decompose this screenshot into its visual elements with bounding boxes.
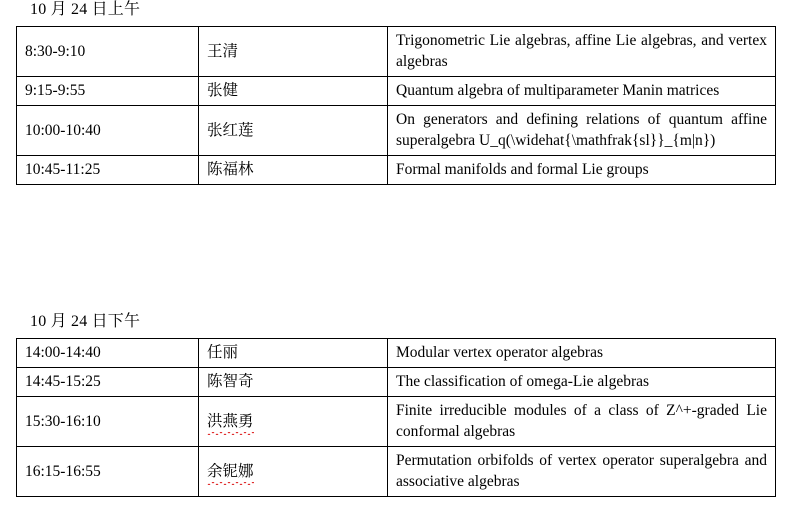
cell-speaker: 王清 — [199, 27, 388, 77]
cell-talk-title — [388, 447, 776, 497]
talk-title-text: Modular vertex operator algebras — [396, 344, 604, 361]
cell-talk-title — [388, 27, 776, 77]
table-row — [17, 339, 776, 368]
cell-speaker: 陈福林 — [199, 156, 388, 185]
speaker-name-flagged: 余铌娜 — [207, 462, 254, 480]
cell-time: 10:00-10:40 — [17, 106, 199, 156]
table-row — [17, 27, 776, 77]
cell-time: 16:15-16:55 — [17, 447, 199, 497]
speaker-name-flagged: 洪燕勇 — [207, 412, 254, 430]
talk-title-text: The classification of omega-Lie algebras — [396, 373, 650, 390]
session-title-afternoon: 10 月 24 日下午 — [30, 313, 141, 330]
cell-time: 8:30-9:10 — [17, 27, 199, 77]
schedule-table-afternoon — [16, 338, 776, 497]
table-row — [17, 77, 776, 106]
cell-time: 14:00-14:40 — [17, 339, 199, 368]
cell-speaker — [199, 397, 388, 447]
table-row — [17, 368, 776, 397]
cell-talk-title — [388, 368, 776, 397]
cell-speaker: 陈智奇 — [199, 368, 388, 397]
table-row — [17, 397, 776, 447]
cell-time: 9:15-9:55 — [17, 77, 199, 106]
cell-speaker: 任丽 — [199, 339, 388, 368]
table-row — [17, 156, 776, 185]
schedule-table-morning — [16, 26, 776, 185]
cell-talk-title — [388, 106, 776, 156]
talk-title-text: Trigonometric Lie algebras, affine Lie algebras, and vertex algebras — [396, 32, 767, 70]
table-row — [17, 447, 776, 497]
cell-talk-title — [388, 397, 776, 447]
cell-speaker — [199, 447, 388, 497]
cell-speaker: 张健 — [199, 77, 388, 106]
cell-time: 15:30-16:10 — [17, 397, 199, 447]
talk-title-text: Finite irreducible modules of a class of Z^+-graded Lie conformal algebras — [396, 402, 767, 440]
session-title-morning: 10 月 24 日上午 — [30, 1, 141, 18]
cell-talk-title — [388, 339, 776, 368]
cell-talk-title — [388, 156, 776, 185]
cell-time: 10:45-11:25 — [17, 156, 199, 185]
talk-title-text: Permutation orbifolds of vertex operator superalgebra and associative algebras — [396, 452, 767, 490]
session-morning — [0, 0, 808, 185]
cell-talk-title — [388, 77, 776, 106]
talk-title-text: Formal manifolds and formal Lie groups — [396, 161, 649, 178]
talk-title-text: On generators and defining relations of quantum affine superalgebra U_q(\widehat{\mathfrak{sl}}_{m|n}) — [396, 111, 767, 149]
session-afternoon — [0, 312, 808, 497]
talk-title-text: Quantum algebra of multiparameter Manin matrices — [396, 82, 720, 99]
table-row — [17, 106, 776, 156]
cell-speaker: 张红莲 — [199, 106, 388, 156]
cell-time: 14:45-15:25 — [17, 368, 199, 397]
